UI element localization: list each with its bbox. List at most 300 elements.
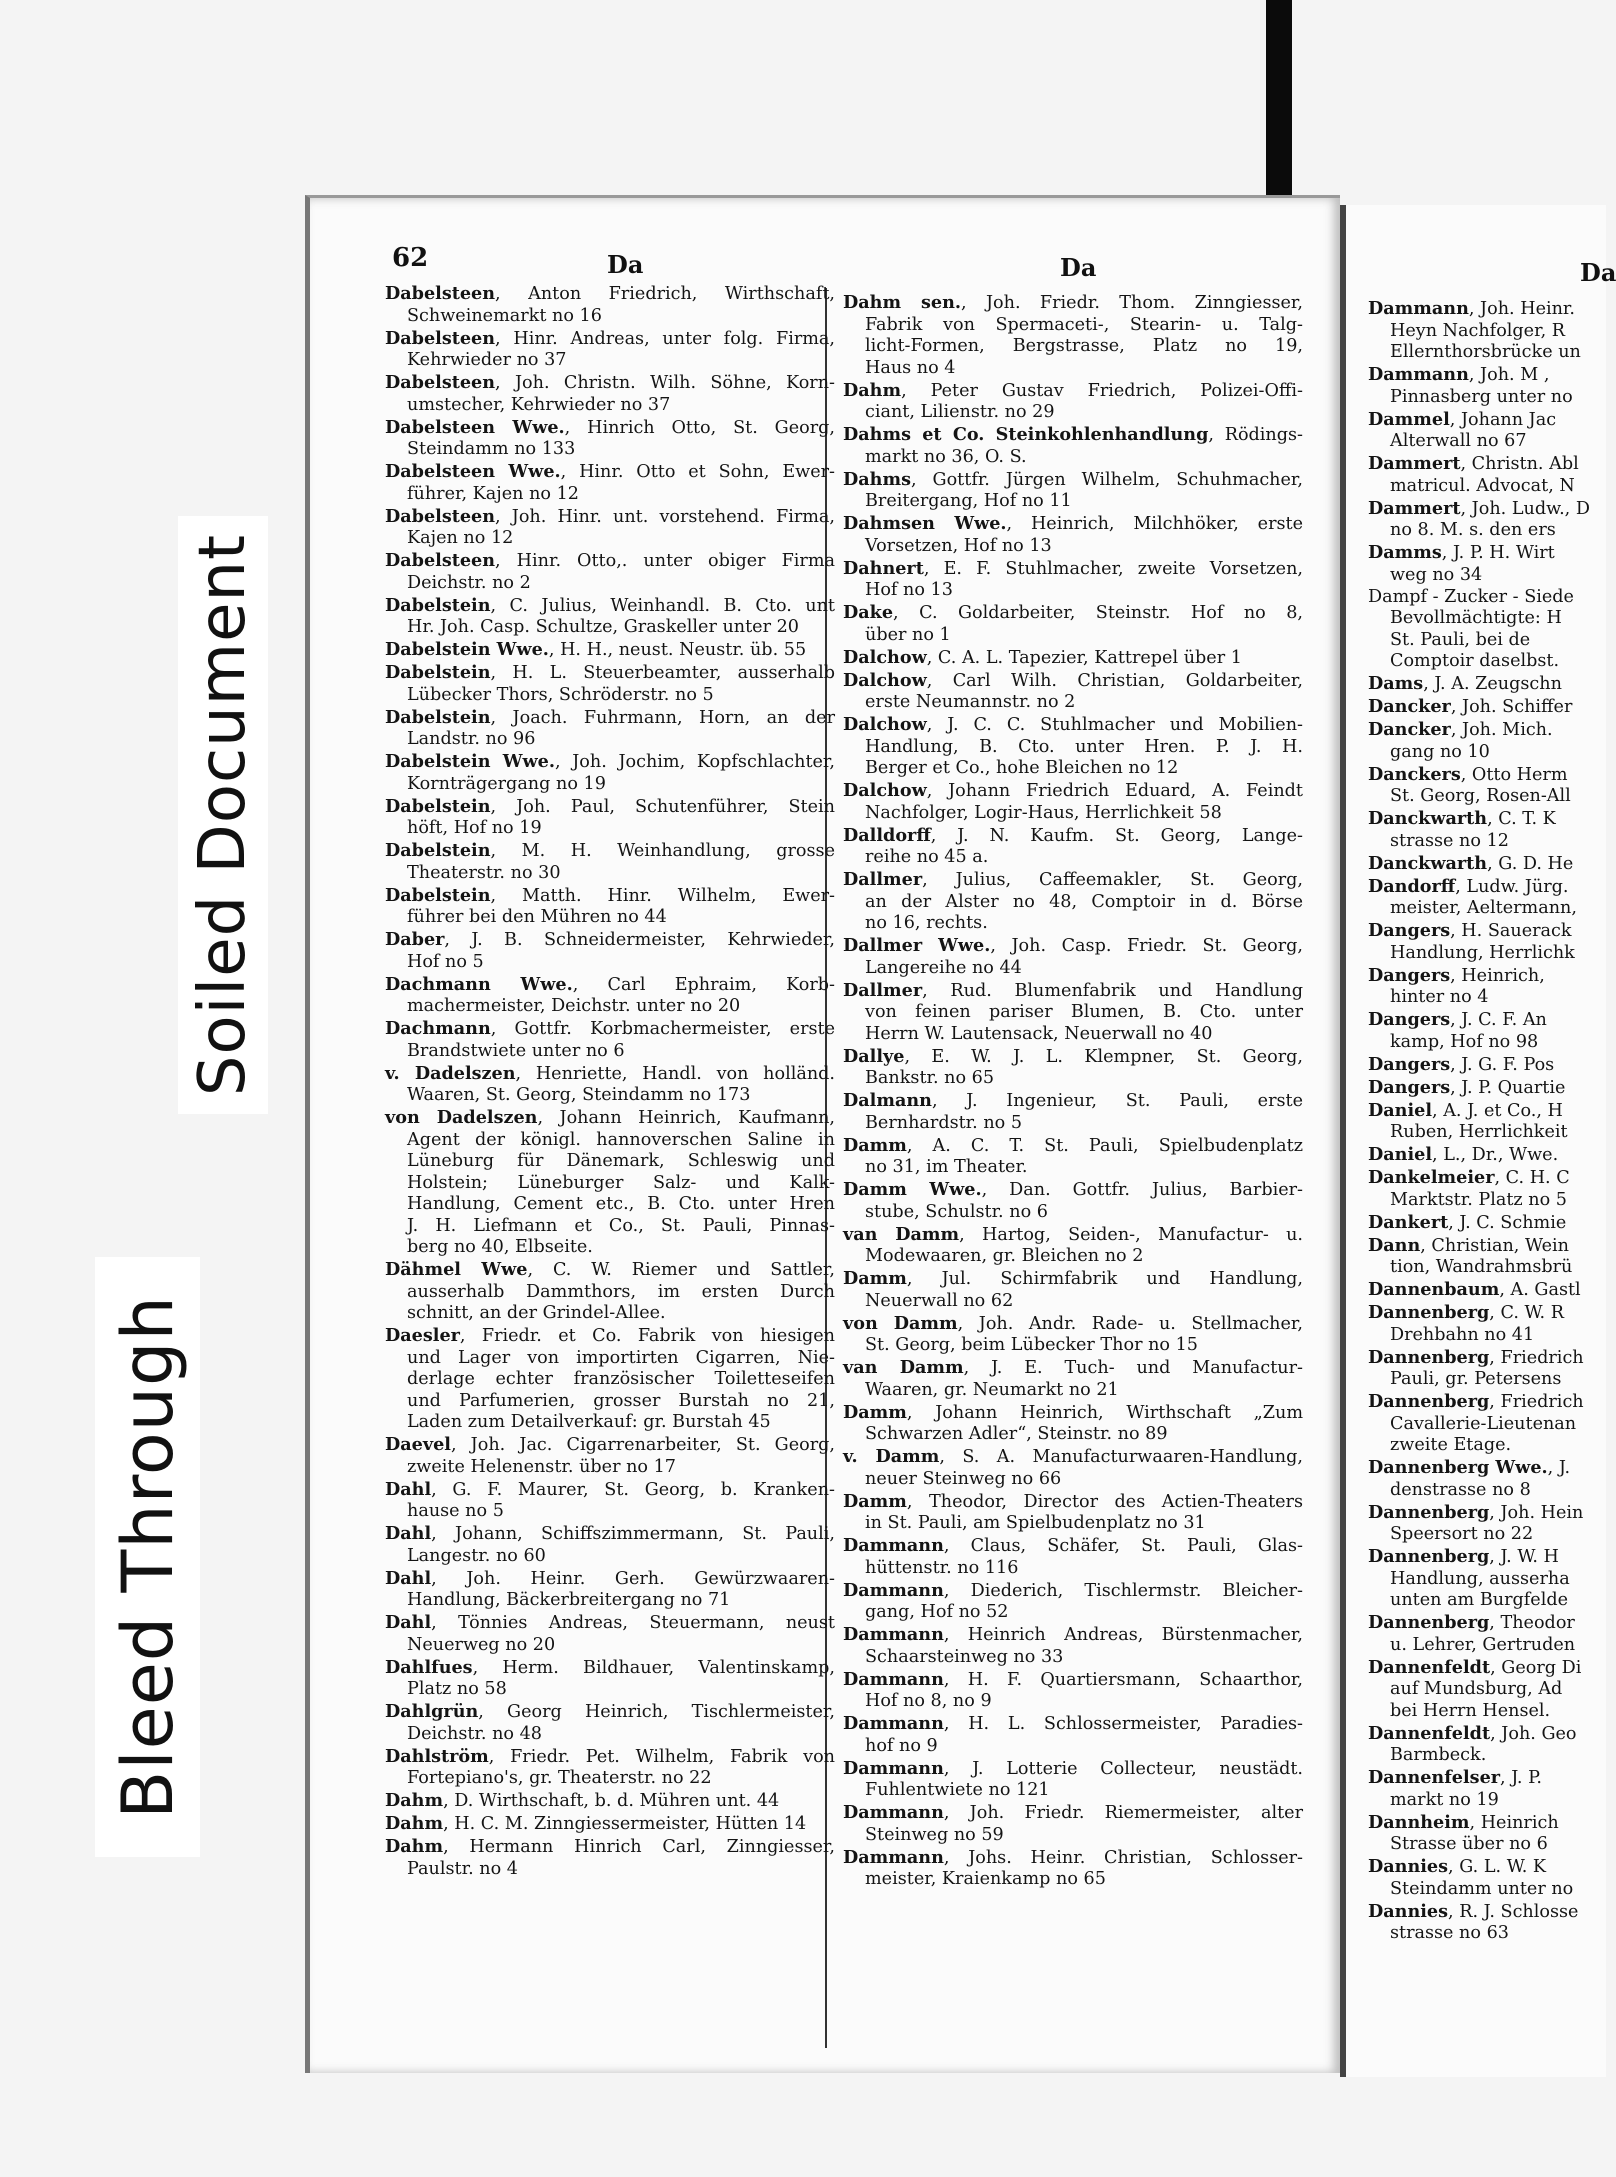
entry-detail-line: schnitt, an der Grindel-Allee. (407, 1303, 666, 1323)
entry-detail-line: Strasse über no 6 (1390, 1834, 1548, 1854)
directory-entry (385, 840, 835, 884)
entry-name-line: Dähmel Wwe, C. W. Riemer und Sattler, (385, 1259, 836, 1280)
directory-column-1 (385, 283, 835, 2063)
entry-detail-line: Bernhardstr. no 5 (865, 1112, 1023, 1133)
entry-detail-line: Barmbeck. (1390, 1745, 1487, 1765)
directory-entry (843, 292, 1303, 379)
entry-detail-line: Steinweg no 59 (865, 1824, 1004, 1845)
directory-entry (1368, 498, 1608, 542)
entry-name-line: Dallye, E. W. J. L. Klempner, St. Georg, (843, 1045, 1303, 1067)
entry-name-line: van Damm, J. E. Tuch- und Manufactur- (843, 1357, 1303, 1378)
entry-name-line: Dannies, R. J. Schlosse (1368, 1900, 1579, 1922)
directory-entry (843, 1224, 1303, 1268)
entry-detail-line: Handlung, Bäckerbreitergang no 71 (407, 1590, 731, 1610)
entry-name-line: Dannenberg, J. W. H (1368, 1546, 1559, 1567)
directory-entry (385, 1790, 835, 1813)
entry-name-line: Dammel, Johann Jac (1368, 408, 1557, 430)
directory-entry (1368, 1347, 1608, 1391)
directory-entry (385, 283, 835, 327)
directory-entry (1368, 1901, 1608, 1945)
entry-detail-line: Lübecker Thors, Schröderstr. no 5 (407, 684, 714, 705)
entry-detail-line: matricul. Advocat, N (1390, 475, 1575, 496)
entry-name-line: Dabelsteen Wwe., Hinrich Otto, St. Georg, (385, 416, 835, 438)
entry-name-line: Damm, Jul. Schirmfabrik und Handlung, (843, 1268, 1303, 1289)
running-head-middle: Da (1060, 253, 1097, 282)
directory-entry (385, 885, 835, 929)
entry-detail-line: zweite Etage. (1390, 1435, 1512, 1455)
entry-detail-line: u. Lehrer, Gertruden (1390, 1634, 1576, 1655)
directory-entry (843, 1624, 1303, 1668)
directory-entry (843, 380, 1303, 424)
running-head-left: Da (607, 250, 644, 279)
entry-detail-line: und Lager von importirten Cigarren, Nie- (407, 1347, 835, 1368)
entry-name-line: Damm, A. C. T. St. Pauli, Spielbudenplatz (843, 1134, 1303, 1156)
directory-entry (1368, 542, 1608, 586)
directory-entry (1368, 1144, 1608, 1167)
directory-entry (385, 1479, 835, 1523)
directory-entry (843, 1357, 1303, 1401)
entry-name-line: Dammann, Heinrich Andreas, Bürstenmacher, (843, 1624, 1303, 1645)
entry-name-line: Dannenberg, Friedrich (1368, 1391, 1584, 1412)
directory-entry (843, 1402, 1303, 1446)
entry-name-line: Dahl, Joh. Heinr. Gerh. Gewürzwaaren- (385, 1567, 835, 1589)
entry-detail-line: Nachfolger, Logir-Haus, Herrlichkeit 58 (865, 802, 1222, 823)
entry-detail-line: ausserhalb Dammthors, im ersten Durch (407, 1281, 835, 1302)
entry-name-line: Dangers, H. Sauerack (1368, 920, 1572, 941)
entry-name-line: Dannenfeldt, Joh. Geo (1368, 1722, 1577, 1744)
entry-name-line: Dahms, Gottfr. Jürgen Wilhelm, Schuhmacher, (843, 468, 1303, 490)
entry-detail-line: markt no 36, O. S. (865, 446, 1027, 467)
directory-entry (843, 1847, 1303, 1891)
entry-name-line: v. Dadelszen, Henriette, Handl. von holländ. (385, 1062, 836, 1084)
entry-name-line: Dallmer, Julius, Caffeemakler, St. Georg, (843, 869, 1303, 890)
entry-detail-line: Deichstr. no 48 (407, 1723, 542, 1744)
entry-detail-line: Berger et Co., hohe Bleichen no 12 (865, 758, 1179, 778)
directory-entry (1368, 853, 1608, 876)
entry-detail-line: Heyn Nachfolger, R (1390, 320, 1566, 341)
scanner-edge-bar (1266, 0, 1292, 210)
directory-entry (385, 506, 835, 550)
entry-name-line: Dangers, J. P. Quartie (1368, 1076, 1566, 1098)
entry-name-line: Dalchow, C. A. L. Tapezier, Kattrepel über 1 (843, 646, 1242, 668)
entry-name-line: Dabelstein Wwe., Joh. Jochim, Kopfschlachter, (385, 751, 835, 772)
entry-name-line: Dams, J. A. Zeugschn (1368, 673, 1562, 694)
entry-detail-line: Hof no 5 (407, 951, 484, 972)
entry-name-line: Dahl, Johann, Schiffszimmermann, St. Pauli, (385, 1523, 835, 1544)
entry-name-line: Dabelstein Wwe., H. H., neust. Neustr. üb. 55 (385, 639, 807, 660)
entry-name-line: Dammann, Joh. M , (1368, 364, 1550, 385)
directory-entry (385, 1657, 835, 1701)
directory-entry (1368, 808, 1608, 852)
entry-detail-line: St. Pauli, bei de (1390, 629, 1531, 650)
directory-entry (1368, 920, 1608, 964)
entry-name-line: Dabelstein, M. H. Weinhandlung, grosse (385, 840, 835, 861)
directory-entry (843, 1313, 1303, 1357)
entry-detail-line: weg no 34 (1390, 564, 1483, 585)
entry-detail-line: gang no 10 (1390, 741, 1490, 762)
entry-name-line: Dallmer, Rud. Blumenfabrik und Handlung (843, 979, 1303, 1001)
directory-entry (385, 1813, 835, 1836)
entry-name-line: Dammann, Joh. Heinr. (1368, 298, 1576, 319)
entry-name-line: Dabelsteen Wwe., Hinr. Otto et Sohn, Ewer- (385, 461, 835, 482)
entry-detail-line: Handlung, ausserha (1390, 1568, 1570, 1589)
entry-name-line: v. Damm, S. A. Manufacturwaaren-Handlung, (843, 1446, 1303, 1467)
entry-detail-line: Modewaaren, gr. Bleichen no 2 (865, 1246, 1144, 1266)
entry-detail-line: gang, Hof no 52 (865, 1602, 1009, 1622)
entry-detail-line: Lüneburg für Dänemark, Schleswig und (407, 1151, 835, 1171)
entry-detail-line: Deichstr. no 2 (407, 572, 531, 593)
directory-entry (1368, 1502, 1608, 1546)
directory-entry (1368, 1077, 1608, 1100)
entry-detail-line: denstrasse no 8 (1390, 1479, 1531, 1500)
entry-name-line: Dahl, Tönnies Andreas, Steuermann, neust (385, 1612, 835, 1633)
directory-entry (1368, 965, 1608, 1009)
entry-name-line: Dabelsteen, Hinr. Andreas, unter folg. Firma, (385, 327, 835, 349)
directory-entry (843, 935, 1303, 979)
directory-entry (385, 1325, 835, 1434)
entry-name-line: Dammann, Johs. Heinr. Christian, Schlosser- (843, 1846, 1303, 1868)
soiled-document-label: Soiled Document (186, 533, 260, 1097)
directory-entry (385, 1746, 835, 1790)
entry-name-line: Dahlström, Friedr. Pet. Wilhelm, Fabrik von (385, 1745, 835, 1767)
entry-name-line: Dampf - Zucker - Siede (1368, 586, 1574, 607)
entry-detail-line: Steindamm unter no (1390, 1878, 1574, 1899)
entry-name-line: Dalchow, Johann Friedrich Eduard, A. Feindt (843, 780, 1303, 801)
directory-entry (843, 1535, 1303, 1579)
entry-detail-line: Waaren, St. Georg, Steindamm no 173 (407, 1085, 751, 1105)
entry-detail-line: Landstr. no 96 (407, 729, 536, 749)
directory-entry (843, 980, 1303, 1046)
directory-entry (1368, 876, 1608, 920)
entry-name-line: Dahl, G. F. Maurer, St. Georg, b. Kranken- (385, 1478, 835, 1500)
entry-detail-line: J. H. Liefmann et Co., St. Pauli, Pinnas- (407, 1215, 835, 1236)
entry-detail-line: markt no 19 (1390, 1789, 1499, 1810)
entry-name-line: Dabelsteen, Anton Friedrich, Wirthschaft, (385, 283, 835, 304)
entry-detail-line: no 16, rechts. (865, 913, 988, 933)
entry-name-line: Danckwarth, G. D. He (1368, 852, 1574, 874)
directory-entry (843, 670, 1303, 714)
entry-detail-line: Waaren, gr. Neumarkt no 21 (865, 1379, 1119, 1400)
entry-name-line: Daber, J. B. Schneidermeister, Kehrwieder, (385, 929, 835, 950)
entry-name-line: von Dadelszen, Johann Heinrich, Kaufmann, (385, 1107, 835, 1128)
entry-name-line: Dahm, H. C. M. Zinngiessermeister, Hütten 14 (385, 1813, 807, 1834)
directory-entry (1368, 1856, 1608, 1900)
entry-detail-line: umstecher, Kehrwieder no 37 (407, 394, 671, 415)
entry-detail-line: Langestr. no 60 (407, 1545, 546, 1566)
directory-entry (1368, 587, 1608, 673)
entry-name-line: Dahnert, E. F. Stuhlmacher, zweite Vorsetzen, (843, 557, 1303, 579)
entry-detail-line: Breitergang, Hof no 11 (865, 491, 1072, 511)
entry-name-line: Danckwarth, C. T. K (1368, 808, 1556, 829)
directory-entry (385, 1701, 835, 1745)
entry-detail-line: Haus no 4 (865, 357, 956, 378)
directory-entry (843, 1446, 1303, 1490)
entry-name-line: Dabelstein, H. L. Steuerbeamter, ausserhalb (385, 662, 835, 683)
directory-entry (1368, 1767, 1608, 1811)
entry-detail-line: Neuerweg no 20 (407, 1634, 556, 1655)
entry-detail-line: unten am Burgfelde (1390, 1590, 1568, 1610)
entry-name-line: Dannenfeldt, Georg Di (1368, 1656, 1582, 1678)
entry-name-line: Dahms et Co. Steinkohlenhandlung, Rödings- (843, 424, 1303, 445)
entry-detail-line: hüttenstr. no 116 (865, 1557, 1019, 1578)
entry-name-line: Dalchow, J. C. C. Stuhlmacher und Mobilien- (843, 714, 1303, 735)
entry-name-line: Dachmann, Gottfr. Korbmachermeister, erste (385, 1018, 835, 1039)
entry-detail-line: Laden zum Detailverkauf: gr. Burstah 45 (407, 1412, 771, 1432)
entry-detail-line: stube, Schulstr. no 6 (865, 1201, 1048, 1222)
directory-entry (385, 1568, 835, 1612)
directory-entry (1368, 1235, 1608, 1279)
entry-detail-line: hinter no 4 (1390, 987, 1489, 1007)
directory-entry (843, 513, 1303, 557)
entry-name-line: Dabelsteen, Joh. Hinr. unt. vorstehend. Firma, (385, 505, 835, 527)
entry-detail-line: St. Georg, Rosen-All (1390, 786, 1571, 806)
directory-entry (843, 558, 1303, 602)
directory-entry (385, 461, 835, 505)
entry-detail-line: Cavallerie-Lieutenan (1390, 1413, 1577, 1434)
directory-entry (843, 1580, 1303, 1624)
entry-name-line: Dammann, H. L. Schlossermeister, Paradies- (843, 1713, 1303, 1734)
entry-detail-line: no 31, im Theater. (865, 1157, 1028, 1177)
entry-name-line: Dahm, Hermann Hinrich Carl, Zinngiesser, (385, 1836, 835, 1857)
entry-name-line: Dangers, Heinrich, (1368, 964, 1545, 986)
entry-name-line: Damm, Theodor, Director des Actien-Theaters (843, 1490, 1303, 1512)
directory-entry (1368, 1546, 1608, 1612)
directory-entry (1368, 453, 1608, 497)
entry-name-line: Damm Wwe., Dan. Gottfr. Julius, Barbier- (843, 1179, 1303, 1200)
entry-detail-line: Hr. Joh. Casp. Schultze, Graskeller unter 20 (407, 617, 799, 637)
directory-entry (385, 595, 835, 639)
running-head-right: Da (1580, 258, 1616, 287)
entry-detail-line: berg no 40, Elbseite. (407, 1237, 593, 1257)
directory-entry (1368, 1457, 1608, 1501)
entry-detail-line: auf Mundsburg, Ad (1390, 1679, 1563, 1699)
directory-entry (385, 1523, 835, 1567)
entry-name-line: Dangers, J. C. F. An (1368, 1009, 1547, 1030)
directory-entry (1368, 1054, 1608, 1077)
directory-entry (385, 550, 835, 594)
entry-name-line: Dabelstein, Joh. Paul, Schutenführer, Stein (385, 795, 835, 817)
entry-name-line: Dallmer Wwe., Joh. Casp. Friedr. St. Georg, (843, 935, 1303, 956)
entry-name-line: Dachmann Wwe., Carl Ephraim, Korb- (385, 973, 836, 995)
directory-entry (1368, 298, 1608, 364)
directory-entry (1368, 1009, 1608, 1053)
entry-name-line: Dandorff, Ludw. Jürg. (1368, 875, 1569, 897)
entry-detail-line: Pauli, gr. Petersens (1390, 1369, 1562, 1389)
entry-name-line: Dannenberg, Theodor (1368, 1612, 1575, 1633)
entry-name-line: Dabelstein, C. Julius, Weinhandl. B. Cto. unt (385, 594, 835, 616)
entry-name-line: Dabelstein, Matth. Hinr. Wilhelm, Ewer- (385, 884, 835, 906)
entry-name-line: Dabelsteen, Hinr. Otto,. unter obiger Firma (385, 550, 835, 571)
entry-detail-line: Brandstwiete unter no 6 (407, 1040, 625, 1061)
directory-entry (1368, 1657, 1608, 1723)
entry-name-line: Dancker, Joh. Schiffer (1368, 696, 1573, 717)
entry-name-line: Daniel, L., Dr., Wwe. (1368, 1144, 1559, 1165)
directory-entry (1368, 1100, 1608, 1144)
entry-name-line: Dankert, J. C. Schmie (1368, 1211, 1567, 1233)
entry-name-line: Dahlfues, Herm. Bildhauer, Valentinskamp, (385, 1656, 835, 1678)
soiled-document-tag (178, 516, 268, 1114)
directory-entry (385, 751, 835, 795)
entry-detail-line: bei Herrn Hensel. (1390, 1700, 1551, 1721)
entry-name-line: Dahm, Peter Gustav Friedrich, Polizei-Offi- (843, 379, 1303, 401)
entry-detail-line: hause no 5 (407, 1501, 504, 1521)
directory-entry (843, 869, 1303, 935)
entry-name-line: Dalchow, Carl Wilh. Christian, Goldarbeiter, (843, 669, 1303, 691)
entry-name-line: Dannenberg, Joh. Hein (1368, 1501, 1584, 1523)
directory-entry (843, 1046, 1303, 1090)
entry-name-line: Dancker, Joh. Mich. (1368, 719, 1553, 740)
directory-entry (385, 1259, 835, 1325)
entry-detail-line: Schweinemarkt no 16 (407, 305, 602, 326)
entry-name-line: Dannenberg, Friedrich (1368, 1346, 1584, 1368)
entry-detail-line: Bevollmächtigte: H (1390, 608, 1562, 628)
directory-entry (385, 639, 835, 662)
entry-detail-line: Vorsetzen, Hof no 13 (865, 535, 1052, 556)
directory-entry (843, 647, 1303, 670)
entry-detail-line: kamp, Hof no 98 (1390, 1031, 1539, 1052)
entry-detail-line: St. Georg, beim Lübecker Thor no 15 (865, 1335, 1198, 1355)
entry-detail-line: machermeister, Deichstr. unter no 20 (407, 996, 741, 1016)
entry-name-line: Dannies, G. L. W. K (1368, 1856, 1547, 1877)
directory-entry (843, 1135, 1303, 1179)
entry-name-line: Dahm, D. Wirthschaft, b. d. Mühren unt. 44 (385, 1790, 780, 1811)
entry-name-line: Dammert, Joh. Ludw., D (1368, 497, 1590, 519)
entry-name-line: Dankelmeier, C. H. C (1368, 1167, 1570, 1188)
directory-entry (1368, 764, 1608, 808)
directory-entry (843, 1713, 1303, 1757)
entry-name-line: Dannenfelser, J. P. (1368, 1767, 1542, 1788)
entry-name-line: Dannenberg, C. W. R (1368, 1302, 1564, 1323)
bleed-through-tag (95, 1257, 200, 1857)
directory-entry (843, 1491, 1303, 1535)
entry-detail-line: Kehrwieder no 37 (407, 350, 567, 370)
entry-detail-line: an der Alster no 48, Comptoir in d. Börse (865, 891, 1303, 912)
entry-name-line: Dake, C. Goldarbeiter, Steinstr. Hof no 8, (843, 602, 1303, 623)
entry-detail-line: Alterwall no 67 (1390, 431, 1527, 451)
directory-entry (385, 974, 835, 1018)
directory-entry (843, 780, 1303, 824)
entry-detail-line: Schaarsteinweg no 33 (865, 1646, 1064, 1667)
entry-detail-line: derlage echter französischer Toiletteseifen (407, 1369, 835, 1389)
directory-entry (1368, 673, 1608, 696)
entry-detail-line: hof no 9 (865, 1735, 938, 1756)
entry-detail-line: Agent der königl. hannoverschen Saline in (407, 1129, 835, 1150)
entry-detail-line: Platz no 58 (407, 1679, 507, 1699)
directory-entry (843, 469, 1303, 513)
entry-detail-line: Fortepiano's, gr. Theaterstr. no 22 (407, 1768, 712, 1788)
directory-entry (385, 372, 835, 416)
directory-entry (385, 796, 835, 840)
entry-detail-line: Paulstr. no 4 (407, 1858, 518, 1879)
entry-detail-line: Ellernthorsbrücke un (1390, 342, 1581, 362)
directory-entry (1368, 1279, 1608, 1302)
directory-entry (385, 1063, 835, 1107)
entry-name-line: Danckers, Otto Herm (1368, 763, 1568, 785)
directory-entry (385, 328, 835, 372)
entry-name-line: von Damm, Joh. Andr. Rade- u. Stellmacher, (843, 1312, 1303, 1334)
directory-entry (1368, 364, 1608, 408)
entry-name-line: Dangers, J. G. F. Pos (1368, 1053, 1555, 1075)
entry-detail-line: Drehbahn no 41 (1390, 1324, 1535, 1345)
entry-detail-line: Pinnasberg unter no (1390, 386, 1573, 407)
entry-name-line: Damms, J. P. H. Wirt (1368, 542, 1555, 563)
page-number: 62 (392, 243, 429, 273)
entry-detail-line: und Parfumerien, grosser Burstah no 21, (407, 1390, 835, 1411)
directory-entry (385, 707, 835, 751)
entry-detail-line: Kornträgergang no 19 (407, 773, 606, 794)
entry-name-line: van Damm, Hartog, Seiden-, Manufactur- u. (843, 1223, 1303, 1245)
entry-detail-line: Neuerwall no 62 (865, 1290, 1014, 1311)
directory-entry (843, 1758, 1303, 1802)
directory-entry (1368, 1167, 1608, 1211)
entry-detail-line: no 8. M. s. den ers (1390, 520, 1556, 540)
entry-name-line: Dammann, Diederich, Tischlermstr. Bleicher- (843, 1579, 1303, 1601)
directory-entry (843, 424, 1303, 468)
directory-column-2 (843, 292, 1303, 2072)
entry-detail-line: meister, Aeltermann, (1390, 898, 1577, 918)
directory-entry (1368, 1212, 1608, 1235)
entry-detail-line: führer, Kajen no 12 (407, 483, 579, 504)
directory-entry (1368, 1723, 1608, 1767)
entry-detail-line: Holstein; Lüneburger Salz- und Kalk- (407, 1172, 835, 1193)
entry-detail-line: meister, Kraienkamp no 65 (865, 1869, 1106, 1889)
bleed-through-label: Bleed Through (106, 1295, 189, 1819)
entry-name-line: Dammann, J. Lotterie Collecteur, neustädt. (843, 1757, 1303, 1779)
entry-name-line: Dalldorff, J. N. Kaufm. St. Georg, Lange- (843, 824, 1303, 846)
entry-detail-line: Ruben, Herrlichkeit (1390, 1122, 1568, 1142)
directory-column-3 (1368, 298, 1608, 2058)
entry-name-line: Dannheim, Heinrich (1368, 1811, 1559, 1833)
entry-name-line: Daevel, Joh. Jac. Cigarrenarbeiter, St. Georg, (385, 1434, 835, 1455)
directory-entry (1368, 1391, 1608, 1457)
entry-detail-line: Schwarzen Adler“, Steinstr. no 89 (865, 1424, 1168, 1444)
entry-detail-line: über no 1 (865, 624, 951, 645)
directory-entry (1368, 409, 1608, 453)
entry-detail-line: Theaterstr. no 30 (407, 862, 561, 883)
entry-name-line: Dalmann, J. Ingenieur, St. Pauli, erste (843, 1090, 1303, 1111)
entry-detail-line: strasse no 12 (1390, 830, 1509, 851)
entry-name-line: Dannenbaum, A. Gastl (1368, 1279, 1581, 1300)
entry-detail-line: Herrn W. Lautensack, Neuerwall no 40 (865, 1023, 1213, 1044)
entry-detail-line: Hof no 8, no 9 (865, 1691, 992, 1711)
entry-name-line: Dahmsen Wwe., Heinrich, Milchhöker, erste (843, 513, 1303, 534)
entry-detail-line: tion, Wandrahmsbrü (1390, 1257, 1573, 1277)
directory-entry (385, 662, 835, 706)
entry-detail-line: Handlung, B. Cto. unter Hren. P. J. H. (865, 736, 1303, 757)
entry-detail-line: ciant, Lilienstr. no 29 (865, 402, 1055, 422)
directory-entry (385, 417, 835, 461)
entry-detail-line: Handlung, Cement etc., B. Cto. unter Hren (407, 1194, 835, 1214)
entry-name-line: Damm, Johann Heinrich, Wirthschaft „Zum (843, 1401, 1303, 1423)
entry-detail-line: reihe no 45 a. (865, 847, 989, 867)
directory-entry (1368, 1812, 1608, 1856)
entry-detail-line: von feinen pariser Blumen, B. Cto. unter (865, 1002, 1303, 1022)
entry-detail-line: neuer Steinweg no 66 (865, 1468, 1062, 1489)
entry-detail-line: Steindamm no 133 (407, 439, 576, 459)
directory-entry (843, 1802, 1303, 1846)
entry-detail-line: Langereihe no 44 (865, 957, 1022, 978)
entry-detail-line: Fabrik von Spermaceti-, Stearin- u. Talg- (865, 314, 1303, 335)
directory-entry (843, 825, 1303, 869)
entry-name-line: Dabelstein, Joach. Fuhrmann, Horn, an der (385, 706, 835, 728)
entry-name-line: Dahlgrün, Georg Heinrich, Tischlermeister, (385, 1701, 835, 1722)
directory-entry (843, 1268, 1303, 1312)
entry-detail-line: Speersort no 22 (1390, 1524, 1534, 1544)
entry-detail-line: Bankstr. no 65 (865, 1068, 995, 1088)
entry-detail-line: Fuhlentwiete no 121 (865, 1780, 1050, 1800)
entry-name-line: Dammann, H. F. Quartiersmann, Schaarthor, (843, 1668, 1303, 1690)
entry-name-line: Dannenberg Wwe., J. (1368, 1457, 1571, 1478)
